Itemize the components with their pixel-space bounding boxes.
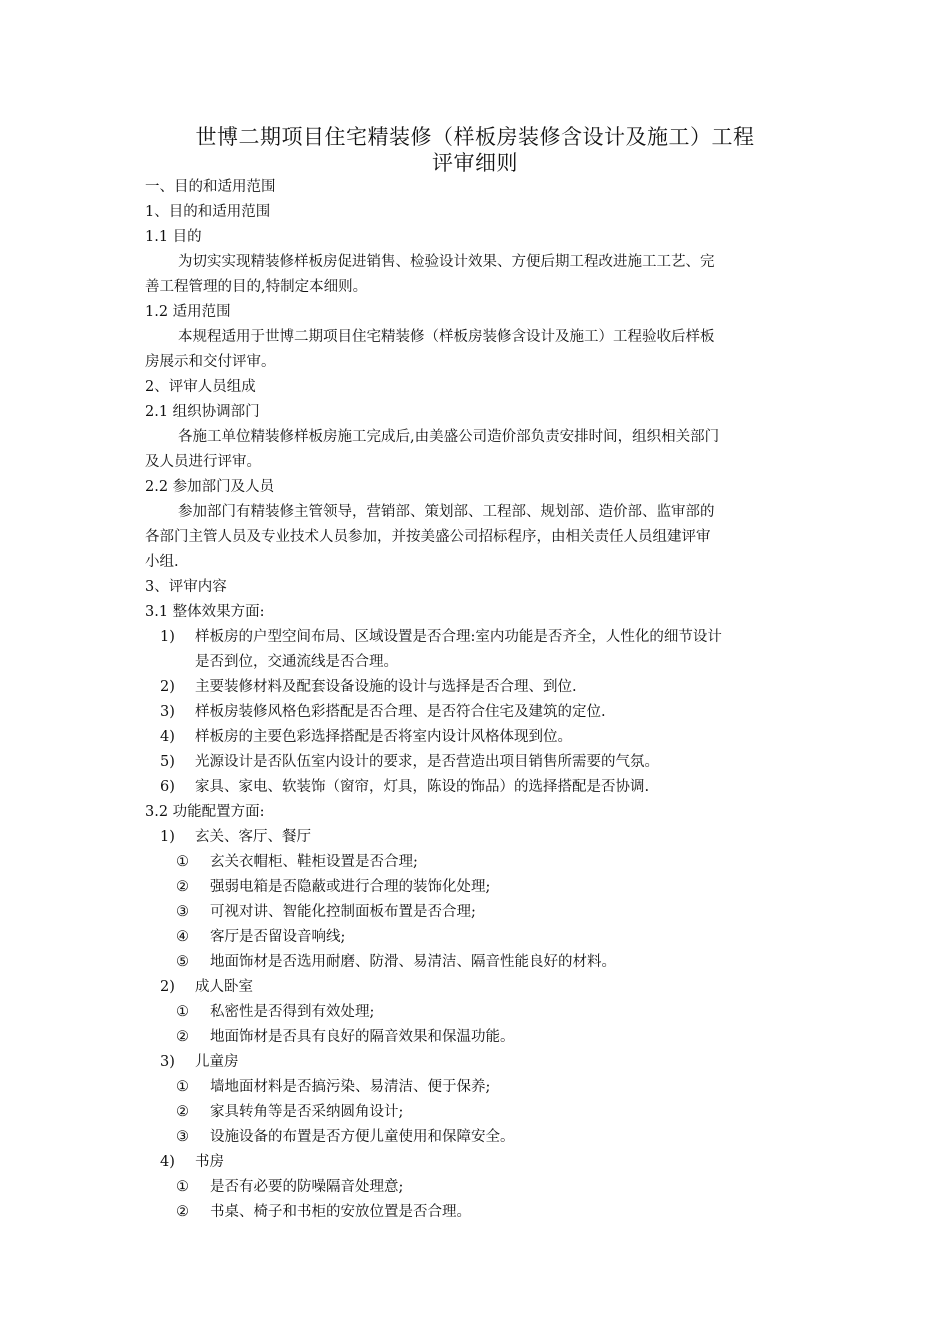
list-item: [0, 1002, 950, 1024]
group-number: 1): [160, 829, 175, 845]
function-group-heading: [0, 1152, 950, 1174]
list-item: [0, 902, 950, 924]
list-item-text: 玄关衣帽柜、鞋柜设置是否合理;: [210, 854, 418, 870]
list-item: [0, 877, 950, 899]
list-item-text: 书桌、椅子和书柜的安放位置是否合理。: [210, 1204, 471, 1220]
list-item: [0, 1077, 950, 1099]
section-heading-2: 2、评审人员组成: [145, 379, 256, 395]
paragraph-dept-line2: 各部门主管人员及专业技术人员参加，并按美盛公司招标程序，由相关责任人员组建评审: [145, 529, 711, 545]
group-title: 玄关、客厅、餐厅: [195, 829, 311, 845]
list-item-text: 墙地面材料是否搞污染、易清洁、便于保养;: [210, 1079, 491, 1095]
list-item-number: ②: [176, 879, 189, 895]
list-item: [0, 952, 950, 974]
list-item-text: 样板房装修风格色彩搭配是否合理、是否符合住宅及建筑的定位.: [195, 704, 606, 720]
list-item-number: ②: [176, 1029, 189, 1045]
list-item-number: ③: [176, 1129, 189, 1145]
group-title: 书房: [195, 1154, 224, 1170]
list-item-text: 主要装修材料及配套设备设施的设计与选择是否合理、到位.: [195, 679, 577, 695]
list-item-number: ②: [176, 1204, 189, 1220]
paragraph-org-line1: 各施工单位精装修样板房施工完成后,由美盛公司造价部负责安排时间，组织相关部门: [178, 429, 720, 445]
paragraph-scope-line1: 本规程适用于世博二期项目住宅精装修（样板房装修含设计及施工）工程验收后样板: [178, 329, 715, 345]
subsection-heading-2-1: 2.1 组织协调部门: [145, 404, 260, 420]
section-heading-3: 3、评审内容: [145, 579, 227, 595]
subsection-heading-3-2: 3.2 功能配置方面:: [145, 804, 265, 820]
list-item-text: 地面饰材是否选用耐磨、防滑、易清洁、隔音性能良好的材料。: [210, 954, 616, 970]
paragraph-purpose-line1: 为切实实现精装修样板房促进销售、检验设计效果、方便后期工程改进施工工艺、完: [178, 254, 715, 270]
list-item-number: ④: [176, 929, 189, 945]
subsection-heading-1: 1、目的和适用范围: [145, 204, 271, 220]
list-item-number: 6): [160, 779, 175, 795]
group-title: 成人卧室: [195, 979, 253, 995]
list-item: [0, 752, 950, 774]
list-item: [0, 1027, 950, 1049]
subsection-heading-1-1: 1.1 目的: [145, 229, 202, 245]
list-item-number: ⑤: [176, 954, 189, 970]
list-item-text: 地面饰材是否具有良好的隔音效果和保温功能。: [210, 1029, 515, 1045]
paragraph-dept-line1: 参加部门有精装修主管领导，营销部、策划部、工程部、规划部、造价部、监审部的: [178, 504, 715, 520]
list-item-number: ①: [176, 1079, 189, 1095]
paragraph-dept-line3: 小组.: [145, 554, 179, 570]
list-item-number: ①: [176, 1004, 189, 1020]
list-item: [0, 727, 950, 749]
list-item-text: 可视对讲、智能化控制面板布置是否合理;: [210, 904, 476, 920]
list-item-number: ②: [176, 1104, 189, 1120]
list-item: [0, 1177, 950, 1199]
function-group-heading: [0, 1052, 950, 1074]
list-item: [0, 702, 950, 724]
list-item-text: 样板房的主要色彩选择搭配是否将室内设计风格体现到位。: [195, 729, 572, 745]
function-group-heading: [0, 977, 950, 999]
group-number: 4): [160, 1154, 175, 1170]
list-item-number: 2): [160, 679, 175, 695]
list-item: [0, 677, 950, 699]
list-item-text: 家具转角等是否采纳圆角设计;: [210, 1104, 404, 1120]
function-group-heading: [0, 827, 950, 849]
list-item-text: 光源设计是否队伍室内设计的要求，是否营造出项目销售所需要的气氛。: [195, 754, 659, 770]
subsection-heading-3-1: 3.1 整体效果方面:: [145, 604, 265, 620]
subsection-heading-2-2: 2.2 参加部门及人员: [145, 479, 275, 495]
list-item: [0, 1102, 950, 1124]
subsection-heading-1-2: 1.2 适用范围: [145, 304, 231, 320]
list-item-text: 样板房的户型空间布局、区域设置是否合理:室内功能是否齐全，人性化的细节设计: [195, 629, 722, 645]
list-item: [0, 627, 950, 649]
list-item-text: 家具、家电、软装饰（窗帘，灯具，陈设的饰品）的选择搭配是否协调.: [195, 779, 650, 795]
list-item-text: 是否有必要的防噪隔音处理意;: [210, 1179, 404, 1195]
list-item-text: 客厅是否留设音响线;: [210, 929, 346, 945]
list-item-number: ①: [176, 854, 189, 870]
list-item: [0, 1202, 950, 1224]
paragraph-purpose-line2: 善工程管理的目的,特制定本细则。: [145, 279, 368, 295]
list-item-text: 强弱电箱是否隐蔽或进行合理的装饰化处理;: [210, 879, 491, 895]
group-title: 儿童房: [195, 1054, 239, 1070]
list-item: [0, 652, 950, 674]
document-title-line1: 世博二期项目住宅精装修（样板房装修含设计及施工）工程: [195, 125, 755, 149]
section-heading-1: 一、目的和适用范围: [145, 179, 276, 195]
group-number: 2): [160, 979, 175, 995]
list-item-number: 5): [160, 754, 175, 770]
list-item-number: 1): [160, 629, 175, 645]
list-item-text: 私密性是否得到有效处理;: [210, 1004, 375, 1020]
list-item-text: 是否到位，交通流线是否合理。: [195, 654, 398, 670]
document-title-line2: 评审细则: [432, 151, 518, 175]
list-item: [0, 1127, 950, 1149]
list-item-number: 3): [160, 704, 175, 720]
list-item: [0, 852, 950, 874]
list-item-number: ③: [176, 904, 189, 920]
list-item-number: 4): [160, 729, 175, 745]
paragraph-org-line2: 及人员进行评审。: [145, 454, 261, 470]
list-item-number: ①: [176, 1179, 189, 1195]
list-item: [0, 927, 950, 949]
paragraph-scope-line2: 房展示和交付评审。: [145, 354, 276, 370]
group-number: 3): [160, 1054, 175, 1070]
list-item: [0, 777, 950, 799]
list-item-text: 设施设备的布置是否方便儿童使用和保障安全。: [210, 1129, 515, 1145]
